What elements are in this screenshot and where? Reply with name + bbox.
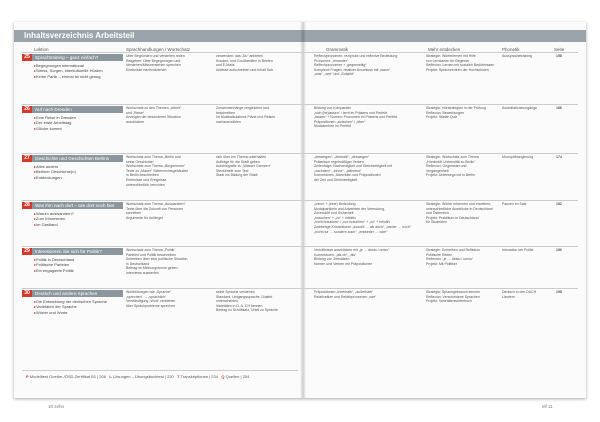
sprach-cell-2-line: beschreiben xyxy=(216,110,236,115)
grammar-cell-line: Zeitenfolge: Nachzeitigkeit und Gleichzeitigkeit mit xyxy=(314,164,393,169)
lesson-topics xyxy=(34,164,124,180)
lesson-topics xyxy=(34,211,124,227)
lesson-number: 25 xyxy=(22,54,32,61)
sprach-cell-line: Schreiben über eine politische Situation xyxy=(126,257,188,262)
sprach-cell-2-line: Kunden- und Großfamilien in Briefen xyxy=(216,58,273,63)
grammar-cell-line: „brauchen“ + „zu“ + Infinitiv xyxy=(314,215,356,220)
sprach-cell-line: Verständigung „Wort“ verstehen xyxy=(126,299,176,304)
lesson-title: Geschichte und Geschichten Berlins xyxy=(32,155,123,162)
lesson-title: Interessieren Sie sich für Politik? xyxy=(32,248,123,255)
col-mehr: Mehr entdecken xyxy=(428,47,461,52)
footer-item: Modelltest Goethe-/ÖSD-Zertifikat B1 | 206 xyxy=(29,374,106,379)
sprach-cell-line: Beitrag im Meinungsforum geben xyxy=(126,266,178,271)
lesson-topics-line: ▸ Keine Panik – einmal ist nicht genug xyxy=(34,74,124,79)
sprach-cell-line: schreiben xyxy=(126,211,142,216)
mehr-cell-line: Strategie: Hörstrategien in der Prüfung xyxy=(426,106,486,110)
col-lektion: Lektion xyxy=(34,47,49,52)
lesson-number: 28 xyxy=(22,202,32,209)
sprach-cell xyxy=(126,202,212,220)
mehr-cell-line: Projekt: Sprachzentren der Hochschulen xyxy=(426,67,489,72)
footer-rule xyxy=(22,370,298,371)
lesson-topics-line: ▸ Alles anders xyxy=(34,164,124,169)
lesson-topics-line: ▸ Im Gastland xyxy=(34,222,124,227)
sprach-cell-line: Parteien und Politik beschreiben xyxy=(126,252,177,257)
page-title: Inhaltsverzeichnis Arbeitsteil xyxy=(24,31,135,40)
mehr-cell-line: Projekt: Unterwegs mit in Berlin xyxy=(426,173,475,178)
sprach-cell-2-line: Standard, Umgangssprache, Dialekt xyxy=(216,294,273,299)
lesson-topics-line: ▸ Ein engagierte Politik xyxy=(34,268,124,273)
grammar-cell xyxy=(314,290,422,299)
sprach-cell xyxy=(126,290,212,308)
grammar-cell-line: Verhältnisse ausdrücken mit „je … desto / umso“ xyxy=(314,248,390,252)
sprach-cell-2-line: Varietäten in D, A, CH kennen xyxy=(216,303,263,308)
sprach-cell xyxy=(126,106,212,124)
grammar-cell-line: „lassen“ + Nomen: Pronomen im Präsens und Perfekt xyxy=(314,115,398,120)
grammar-cell xyxy=(314,54,422,77)
grammar-cell xyxy=(314,202,422,234)
page-number-right: elf 11 xyxy=(542,404,553,409)
sprach-cell-2-line: sich über ein Thema unterhalten xyxy=(216,155,267,159)
grammar-cell-line: Bildung von Komparativ xyxy=(314,106,351,110)
grammar-cell-line: „nicht brauchen“ / „nur brauchen“ + „zu“ + Infinitiv xyxy=(314,220,391,225)
lesson-topics-line: ▸ Stress, Sorgen, interkulturelle Hürden xyxy=(34,68,124,73)
page-number-left: 10 zehn xyxy=(48,404,65,409)
mehr-cell-line: Strategie: Sprachgebrauch kennen xyxy=(426,290,481,294)
page-number-cell: 190 xyxy=(556,248,562,252)
mehr-cell-line: von Lernkarten für Beginner xyxy=(426,58,470,63)
lesson-topics-line: ▸ Der erste Arbeitstag xyxy=(34,120,124,125)
sprach-cell-line: Wortschatz zum Thema „Bürgerinnen“ xyxy=(126,164,186,169)
sprach-cell-line: Wortschatz zum Thema „Auswandern“ xyxy=(126,202,186,206)
sprach-cell xyxy=(126,54,212,72)
lesson-topics-line: ▸ Glücke kommt xyxy=(34,126,124,131)
phonetik-cell: Aussprachetraining xyxy=(502,54,532,58)
sprach-cell-line: über Sprachprobleme sprechen xyxy=(126,303,176,308)
sprach-cell-2-line: und E-Mails xyxy=(216,63,235,68)
lesson-topics-line: ▸ Entdeckungen xyxy=(34,175,124,180)
mehr-cell-line: Projekt: Varietätenwörterbuch xyxy=(426,299,472,304)
page-number-cell: 158 xyxy=(556,54,562,58)
row-rule xyxy=(22,288,578,289)
lesson-topics-line: ▸ Eine Reise in Dresden xyxy=(34,115,124,120)
grammar-cell xyxy=(314,248,422,266)
sprach-cell-line: Erlebnisse nachvollziehen xyxy=(126,67,167,72)
mehr-cell-line: Vergangenheit xyxy=(426,168,449,173)
grammar-cell-line: Konnektoren, Adverbien und Präpositionen xyxy=(314,173,381,178)
footer-appendix xyxy=(26,374,249,379)
grammar-cell-line: Nomen und Verben mit Präpositionen xyxy=(314,261,373,266)
mehr-cell-line: und Österreich xyxy=(426,211,449,216)
lesson-title: Was ihm nach dort – wie dort noch hier xyxy=(32,202,123,209)
book-spread xyxy=(14,22,586,409)
row-rule xyxy=(22,153,578,154)
grammar-cell-line: „sich (be)lassen“ / lernt im Präsens und Perfekt xyxy=(314,110,387,115)
lesson-title: Sprachtraining – ganz einfach? xyxy=(32,54,123,61)
sprach-cell-line: seine Geschichte“ xyxy=(126,159,155,164)
col-sprachhandlungen: Sprachhandlungen / Wortschatz xyxy=(126,47,190,52)
mehr-cell-line: Reflexion: Lernen mit sozialen Bedürfnissen xyxy=(426,63,495,68)
grammar-cell-line: Reflexivpronomen + „gegenseitig“ xyxy=(314,63,367,68)
sprach-cell-2-line: unterscheiden xyxy=(216,299,238,304)
sprach-cell-2 xyxy=(216,155,296,178)
phonetik-cell: Monophthongierung xyxy=(502,155,534,159)
mehr-cell-line: Reflexion: „je … desto / umso“ xyxy=(426,257,474,262)
mehr-cell xyxy=(426,202,500,225)
grammar-cell-line: Präteritum regelmäßiger Verben xyxy=(314,159,364,164)
phonetik-cell: Assimilationsvorgänge xyxy=(502,106,538,110)
sprach-cell-2-line: verwenden: das „Du“ anbieten xyxy=(216,54,263,58)
lesson-topics-line: ▸ Politische Parteien xyxy=(34,262,124,267)
row-rule xyxy=(22,246,578,247)
page-number-cell: 198 xyxy=(556,290,562,294)
sprach-cell-line: Argumente für Anfänger xyxy=(126,215,164,220)
lesson-topics-line: ▸ Berliner Geschichte(n) xyxy=(34,169,124,174)
lesson-title: Deutsch und andere Sprachen xyxy=(32,290,123,297)
mehr-cell-line: Strategie: Schreiben und Reflexion xyxy=(426,248,481,252)
mehr-cell-line: Projekt: Mit Politiker xyxy=(426,261,457,266)
mehr-cell-line: Reflexion: Gegenwart und xyxy=(426,164,467,169)
book-spine xyxy=(300,22,306,398)
grammar-cell xyxy=(314,155,422,183)
lesson-topics-line: ▸ Zum Informieren xyxy=(34,216,124,221)
mehr-cell xyxy=(426,54,500,72)
sprach-cell-2-line: Zusammenhänge vergleichen und xyxy=(216,106,269,110)
grammar-cell-line: Modalpartikeln und Adverbien der Vermutung, xyxy=(314,206,386,211)
grammar-cell-line: der Zeit und Gleichzeitigkeit xyxy=(314,177,358,182)
phonetik-cell: Intonation bei Politik xyxy=(502,248,534,252)
sprach-cell-2-line: Anlässe aufschreiben und Inhalt Sub xyxy=(216,67,274,72)
sprach-cell-2-line: Aufträge für die Stadt geben xyxy=(216,159,260,164)
mehr-cell-line: Strategie: Wörterlernen mit Hilfe xyxy=(426,54,476,58)
sprach-cell-line: ausdrücken xyxy=(126,119,145,124)
lesson-topics xyxy=(34,299,124,315)
lesson-topics-line: ▸ Die Entwicklung der deutschen Sprache xyxy=(34,299,124,304)
grammar-cell-line: „wenn“ + (eine) Bedeutung xyxy=(314,202,356,206)
sprach-cell-line: unterschiedlich berichten xyxy=(126,182,165,187)
footer-item: Lösungen – Übungsbuchtest | 220 xyxy=(112,374,174,379)
sprach-cell-line: „sprechen“ → „sprachlich“ xyxy=(126,294,167,299)
page-number-cell: 174 xyxy=(556,155,562,159)
mehr-cell-line: Projekt: Städte Quiz xyxy=(426,115,458,120)
sprach-cell-line: Erlebnisse und Ereignisse xyxy=(126,177,167,182)
grammar-cell-line: „nachdem“, „bevor“, „während“ xyxy=(314,168,362,173)
lesson-number: 26 xyxy=(22,106,32,113)
lesson-topics-line: ▸ Wörter und Worte xyxy=(34,310,124,315)
sprach-cell-line: Verstehen/Missverstehen sprechen xyxy=(126,63,181,68)
sprach-cell xyxy=(126,155,212,187)
sprach-cell-2-line: Beitrag zu Schriftsatz, Urteil zu Sprache xyxy=(216,308,278,313)
mehr-cell xyxy=(426,106,500,120)
sprach-cell-line: Texte über die Zukunft von Personen xyxy=(126,206,184,211)
footer-mark: P xyxy=(26,374,29,379)
sprach-cell-2 xyxy=(216,54,296,72)
sprach-cell-2-line: Steckbriefe zum Text xyxy=(216,168,249,173)
mehr-cell-line: Projekt: Praktikum in Deutschland xyxy=(426,215,479,220)
footer-item: Transkriptionen | 234 xyxy=(180,374,218,379)
mehr-cell-line: Reflexion: Bewerbungen xyxy=(426,110,465,115)
grammar-cell-line: Zuversicht und Sicherheit xyxy=(314,211,354,216)
grammar-cell-line: Relativsätze und Relativpronomen „wer“ xyxy=(314,294,377,299)
lesson-topics-line: ▸ Varietäten der Sprache xyxy=(34,304,124,309)
footer-mark: L xyxy=(109,374,112,379)
sprach-cell-2-line: Im Musikalkulations Pläne und Reisen xyxy=(216,115,276,120)
mehr-cell-line: für Studenten xyxy=(426,220,448,225)
footer-mark: T xyxy=(177,374,180,379)
row-rule xyxy=(22,104,578,105)
mehr-cell-line: Politische Reden xyxy=(426,252,453,257)
sprach-cell-line: Wortschatz zum Thema „Politik“ xyxy=(126,248,176,252)
grammar-cell-line: Präpositionen „innerhalb“, „außerhalb“ xyxy=(314,290,374,294)
lesson-topics-line: ▸ Warum auswandern? xyxy=(34,211,124,216)
sprach-cell-line: Wortschatz zum Thema „Berlin und xyxy=(126,155,181,159)
footer-item: Quellen | 254 xyxy=(225,374,250,379)
grammar-cell-line: „nicht nur … sondern auch“, „entweder … oder“ xyxy=(314,229,388,234)
grammar-cell-line: „deswegen“, „deshalb“, „deswegen“ xyxy=(314,155,370,159)
sprach-cell-line: Interviews auswerten xyxy=(126,270,159,275)
lesson-topics xyxy=(34,63,124,79)
grammar-cell-line: Komplexe Fragen, relativer Anschluss mit „wann“, xyxy=(314,67,392,72)
grammar-cell-line: Präpositionen „zwischen“ / „über“ xyxy=(314,119,366,124)
mehr-cell-line: Strategie: Wortschatz zum Thema xyxy=(426,155,479,159)
sprach-cell-2-line: seine Sprache verstehen xyxy=(216,290,255,294)
lesson-topics-line: ▸ Politik in Deutschland xyxy=(34,257,124,262)
grammar-cell-line: Konnektoren: „als ob“, „als“ xyxy=(314,252,357,257)
grammar-cell-line: Modalverben im Perfekt xyxy=(314,124,351,129)
grammar-cell-line: Reflexivpronomen: reziproke und reflexive Bedeutung xyxy=(314,54,398,58)
lesson-number: 29 xyxy=(22,248,32,255)
sprach-cell-2-line: Autobiografie zu „Wasser Grenzen“ xyxy=(216,164,271,169)
mehr-cell-line: Strategie: Wörter erkennen und erweitern; xyxy=(426,202,492,206)
sprach-cell-2 xyxy=(216,106,296,124)
sprach-cell-line: Anzeigen der besonderen Situation xyxy=(126,115,181,120)
mehr-cell xyxy=(426,290,500,304)
sprach-cell-2 xyxy=(216,290,296,313)
grammar-cell-line: Zweiteilige Konnektoren „sowohl … als auch“, „weder … noch“ xyxy=(314,224,411,229)
sprach-cell-line: Ratgeben: Über Begegnungen und xyxy=(126,58,181,63)
lesson-title: Auf nach Dresden xyxy=(32,106,123,113)
sprach-cell-line: Wortschatz zu den Themen „Arbeit“ xyxy=(126,106,182,110)
mehr-cell xyxy=(426,248,500,266)
col-seite: Seite xyxy=(554,47,565,52)
lesson-number: 27 xyxy=(22,155,32,162)
phonetik-cell: Deutsch in den DACH Ländern xyxy=(502,290,537,299)
sprach-cell-line: und „Reise“ xyxy=(126,110,145,115)
mehr-cell-line: „Humboldt Universität zu Berlin“ xyxy=(426,159,476,164)
page-number-cell: 166 xyxy=(556,106,562,110)
col-phonetik: Phonetik xyxy=(502,47,520,52)
lesson-topics xyxy=(34,257,124,273)
mehr-cell-line: unterschiedliche Ausdrücke in Deutschland xyxy=(426,206,493,211)
sprach-cell-line: Wortbildungen wie „Sprache“ xyxy=(126,290,172,294)
mehr-cell-line: Reflexion: Verschiedene Sprachen xyxy=(426,294,480,299)
phonetik-cell: Pausen im Satz xyxy=(502,202,527,206)
sprach-cell-line: in Berlin beschreiben xyxy=(126,173,159,178)
grammar-cell xyxy=(314,106,422,129)
mehr-cell xyxy=(426,155,500,178)
sprach-cell-2-line: nachzuerzählen xyxy=(216,119,241,124)
lesson-topics xyxy=(34,115,124,131)
sprach-cell-line: Über Begründen und verstehen reden xyxy=(126,54,185,58)
lesson-number: 30 xyxy=(22,290,32,297)
row-rule xyxy=(22,52,578,53)
page-number-cell: 182 xyxy=(556,202,562,206)
sprach-cell-2-line: Stadt ins Bildung der Stadt xyxy=(216,173,258,178)
grammar-cell-line: Bildung von Zeitsätzen xyxy=(314,257,350,262)
grammar-cell-line: Pronomen: „einander“ xyxy=(314,58,349,63)
sprach-cell xyxy=(126,248,212,276)
col-grammatik: Grammatik xyxy=(326,47,349,52)
row-rule xyxy=(22,200,578,201)
sprach-cell-line: Texte zu „Mauer“ Seitenrechtsgebäuden xyxy=(126,168,189,173)
footer-mark: Q xyxy=(221,374,225,379)
sprach-cell-line: in Deutschland xyxy=(126,261,150,266)
grammar-cell-line: „was“, „wer“ und „Subjekt“ xyxy=(314,72,355,77)
lesson-topics-line: ▸ Begegnungen international xyxy=(34,63,124,68)
